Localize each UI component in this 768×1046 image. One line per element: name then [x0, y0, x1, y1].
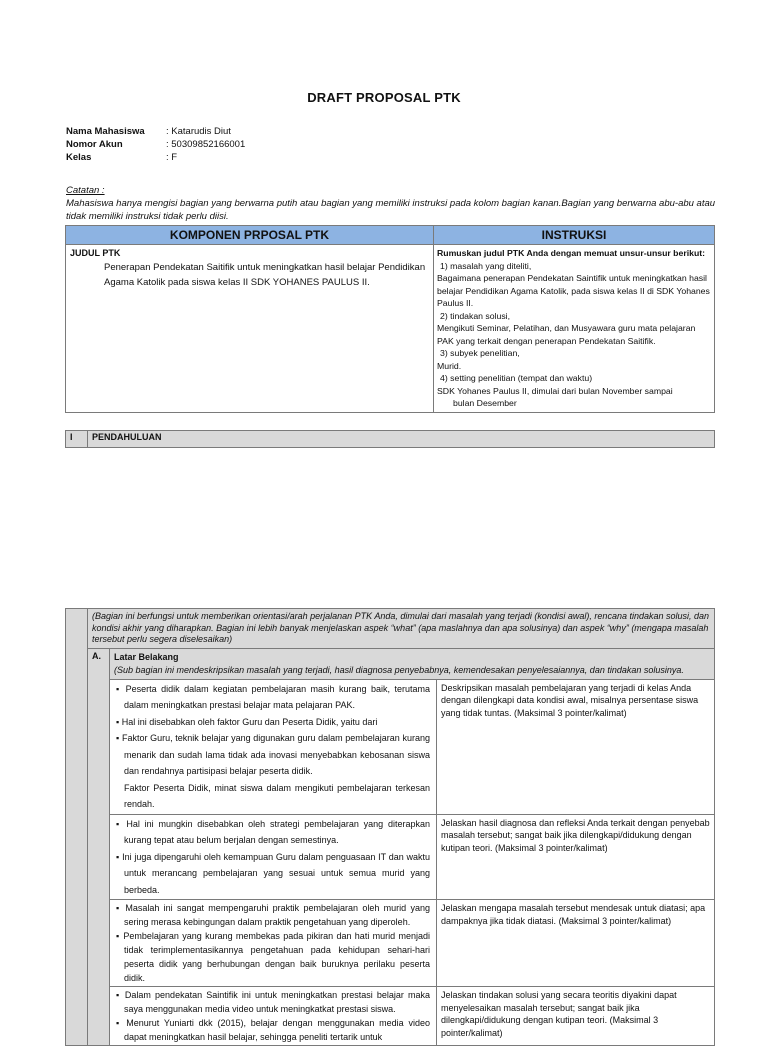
instruction-line: 4) setting penelitian (tempat dan waktu): [440, 373, 593, 383]
identity-block: [66, 126, 245, 165]
identity-label: Nama Mahasiswa: [66, 126, 145, 137]
judul-cell[interactable]: [66, 245, 434, 413]
answer-cell-solusi[interactable]: [110, 987, 437, 1046]
instruction-line: Murid.: [437, 360, 462, 371]
left-gray-margin: [66, 609, 88, 1046]
instruction-line: Bagaimana penerapan Pendekatan Saintifik untuk meningkatkan hasil belajar Pendidikan Agama Katolik, pada siswa kelas II di SDK Yohanes Paulus II.: [437, 273, 710, 308]
answer-cell-mendesak[interactable]: [110, 900, 437, 987]
instruction-line: 3) subyek penelitian,: [440, 348, 520, 358]
judul-label: JUDUL PTK: [70, 248, 121, 258]
list-item: ▪ Pembelajaran yang kurang membekas pada pikiran dan hati murid menjadi tidak terimplementasikannya pengetahuan pada kehidupan sehari-hari peserta didik yang berhubungan dengan baik buruknya perilaku peserta didik.: [116, 929, 430, 985]
list-item-continuation: Faktor Peserta Didik, minat siswa dalam mengikuti pembelajaran terkesan rendah.: [124, 782, 430, 809]
sub-letter: A.: [88, 648, 110, 1046]
list-item: ▪ Masalah ini sangat mempengaruhi praktik pembelajaran oleh murid yang sering merasa kebingungan dalam praktik pengetahuan yang diperoleh.: [116, 901, 430, 929]
column-header-instructions: INSTRUKSI: [434, 226, 715, 245]
list-item: ▪ Dalam pendekatan Saintifik ini untuk meningkatkan prestasi belajar maka saya menggunakan media video untuk meningkatkat prestasi siswa.: [116, 988, 430, 1016]
identity-label: Kelas: [66, 152, 92, 163]
instruction-diagnosa: Jelaskan hasil diagnosa dan refleksi Anda terkait dengan penyebab masalah tersebut; sangat baik jika dilengkapi/didukung dengan kutipan teori. (Maksimal 3 pointer/kalimat): [437, 814, 715, 900]
identity-value: : Katarudis Diut: [166, 126, 231, 137]
list-item: ▪ Menurut Yuniarti dkk (2015), belajar dengan menggunakan media video dapat meningkatkan hasil belajar, sehingga peneliti tertarik untuk: [116, 1016, 430, 1044]
column-header-components: KOMPONEN PRPOSAL PTK: [66, 226, 434, 245]
instruction-solusi: Jelaskan tindakan solusi yang secara teoritis diyakini dapat menyelesaikan masalah tersebut; sangat baik jika dilengkapi/didukung dengan kutipan teori. (Maksimal 3 pointer/kalimat): [437, 987, 715, 1046]
list-item: ▪ Peserta didik dalam kegiatan pembelajaran masih kurang baik, terutama dalam meningkatkan prestasi belajar mata pelajaran PAK.: [116, 681, 430, 714]
sub-heading-cell: [110, 648, 715, 679]
instruction-line: SDK Yohanes Paulus II, dimulai dari bulan November sampai: [437, 385, 673, 396]
list-item: ▪ Hal ini mungkin disebabkan oleh strategi pembelajaran yang diterapkan kurang tepat atau belum berjalan dengan semestinya.: [116, 816, 430, 849]
identity-account-row: [66, 139, 245, 152]
identity-value: : 50309852166001: [166, 139, 246, 150]
list-item: ▪ Hal ini disebabkan oleh faktor Guru dan Peserta Didik, yaitu dari: [116, 714, 430, 731]
note-text: Mahasiswa hanya mengisi bagian yang berwarna putih atau bagian yang memiliki instruksi pada kolom bagian kanan.Bagian yang berwarna abu-abu atau tidak memiliki instruksi tidak perlu diisi.: [66, 198, 716, 222]
instruction-line: Mengikuti Seminar, Pelatihan, dan Musyawara guru mata pelajaran PAK yang terkait dengan penerapan Pendekatan Saitifik.: [437, 323, 696, 346]
answer-cell-masalah[interactable]: [110, 679, 437, 814]
instruction-line: bulan Desember: [453, 398, 517, 408]
proposal-components-table: [65, 225, 715, 413]
sub-title: Latar Belakang: [114, 651, 179, 662]
section-title: PENDAHULUAN: [88, 431, 715, 448]
answer-cell-diagnosa[interactable]: [110, 814, 437, 900]
instruction-line: 1) masalah yang diteliti,: [440, 260, 532, 271]
identity-name-row: [66, 126, 245, 139]
latar-belakang-table: [65, 608, 715, 1046]
instruction-line: 2) tindakan solusi,: [440, 310, 511, 321]
note-block: [66, 184, 716, 223]
document-title: DRAFT PROPOSAL PTK: [307, 90, 461, 105]
judul-text: Penerapan Pendekatan Saitifik untuk meningkatkan hasil belajar Pendidikan Agama Katolik pada siswa kelas II SDK YOHANES PAULUS II.: [104, 262, 426, 288]
identity-label: Nomor Akun: [66, 139, 123, 150]
instruction-line: Rumuskan judul PTK Anda dengan memuat unsur-unsur berikut:: [437, 248, 706, 258]
section-intro: (Bagian ini berfungsi untuk memberikan orientasi/arah perjalanan PTK Anda, dimulai dari masalah yang terjadi (kondisi awal), rencana tindakan solusi, dan kondisi akhir yang diharapkan. Bagian ini lebih banyak menjelaskan aspek “what” (apa maslahnya dan apa solusinya) dan aspek “why” (mengapa masalah tersebut perlu segera diselesaikan): [88, 609, 715, 649]
pendahuluan-row-table: [65, 430, 715, 448]
instruction-masalah: Deskripsikan masalah pembelajaran yang terjadi di kelas Anda dengan dilengkapi data kondisi awal, misalnya persentase siswa yang tidak tuntas. (Maksimal 3 pointer/kalimat): [437, 679, 715, 814]
sub-note: (Sub bagian ini mendeskripsikan masalah yang terjadi, hasil diagnosa penyebabnya, kemendesakan penyelesaiannya, dan tindakan solusinya.: [114, 664, 684, 675]
instruction-mendesak: Jelaskan mengapa masalah tersebut mendesak untuk diatasi; apa dampaknya jika tidak diatasi. (Maksimal 3 pointer/kalimat): [437, 900, 715, 987]
identity-value: : F: [166, 152, 178, 163]
list-item: ▪ Faktor Guru, teknik belajar yang digunakan guru dalam pembelajaran kurang menarik dan sudah lama tidak ada inovasi menyebabkan kebosanan siswa dan rendahnya partisipasi belajar peserta didik.: [116, 730, 430, 780]
list-item: ▪ Ini juga dipengaruhi oleh kemampuan Guru dalam penguasaan IT dan waktu untuk merancang pembelajaran yang sesuai untuk semua murid yang berbeda.: [116, 849, 430, 899]
judul-instruction-cell: [434, 245, 715, 413]
note-heading: Catatan :: [66, 185, 105, 196]
section-number: I: [66, 431, 88, 448]
identity-class-row: [66, 152, 245, 165]
